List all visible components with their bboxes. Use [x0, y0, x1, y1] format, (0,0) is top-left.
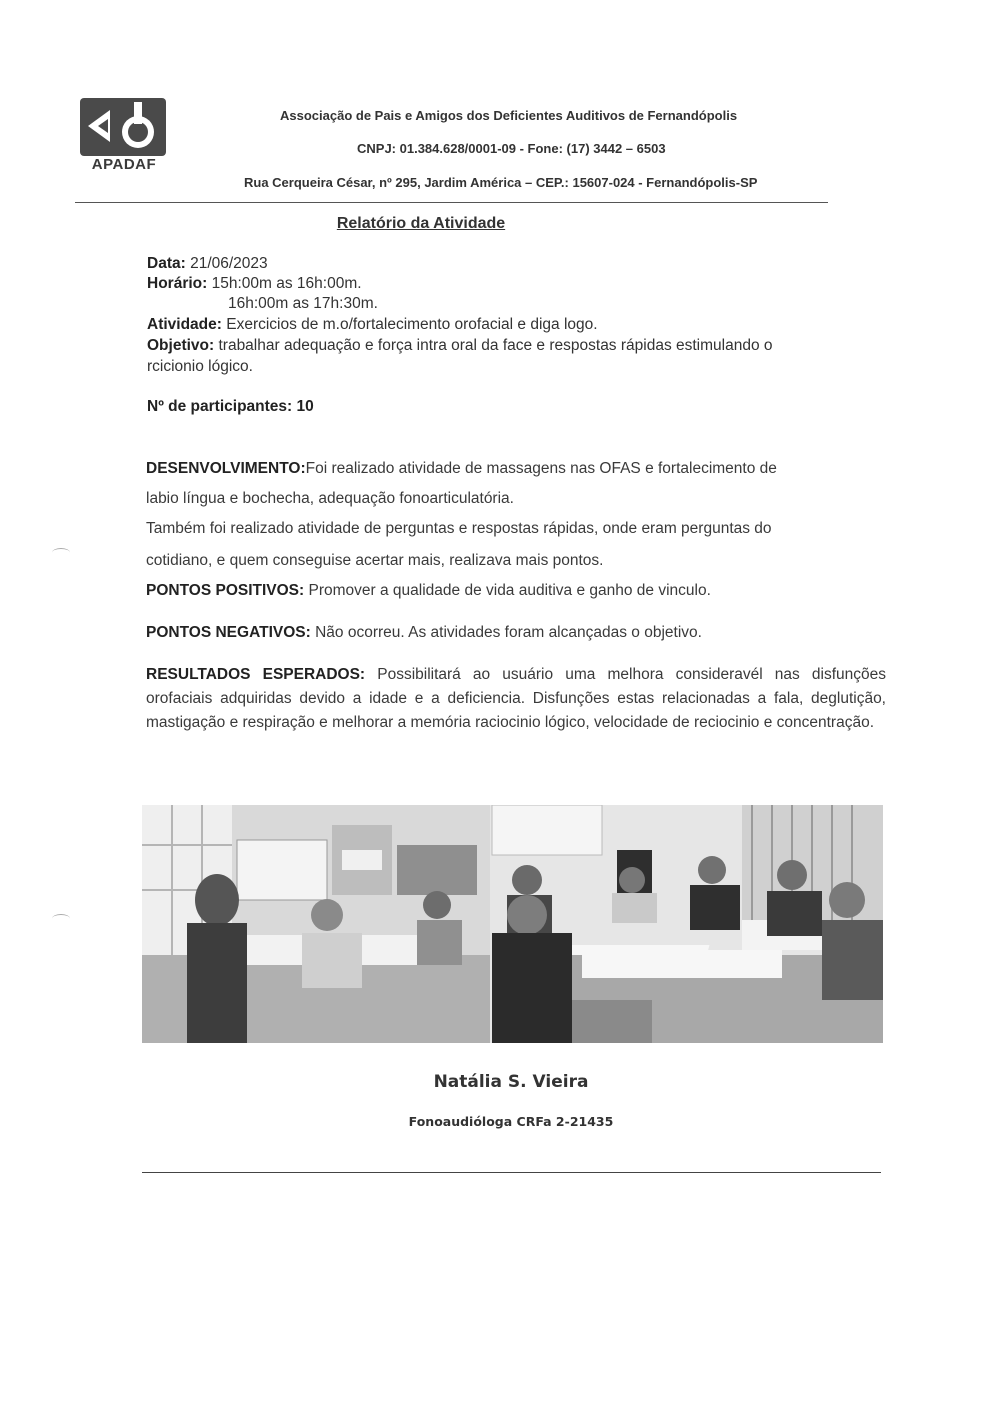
desenvolvimento-text-1: Foi realizado atividade de massagens nas OFAS e fortalecimento de [305, 460, 777, 477]
resultados-value: Possibilitará ao usuário uma melhora consideravél nas disfunções orofaciais adquiridas devido a idade e a deficiencia. Disfunções estas relacionadas a fala, deglutição, mastigação e respiração e melhorar a memória raciocinio lógico, velocidade de reciocinio e concentração. [146, 666, 887, 731]
field-data [147, 255, 268, 273]
field-horario-label: Horário: [147, 275, 208, 292]
resultados-esperados [146, 663, 886, 735]
activity-photo [142, 805, 883, 1043]
desenvolvimento-line-2: labio língua e bochecha, adequação fonoarticulatória. [146, 490, 514, 507]
field-horario [147, 275, 362, 293]
logo-label: APADAF [91, 156, 157, 173]
scan-mark [52, 548, 70, 557]
field-objetivo-value: trabalhar adequação e força intra oral da face e respostas rápidas estimulando o [214, 337, 773, 354]
desenvolvimento-line-1 [146, 460, 777, 478]
desenvolvimento-label: DESENVOLVIMENTO: [146, 460, 306, 477]
field-objetivo-label: Objetivo: [147, 337, 215, 354]
field-data-value: 21/06/2023 [185, 255, 268, 272]
field-horario-value-2: 16h:00m as 17h:30m. [228, 295, 378, 312]
address-line: Rua Cerqueira César, nº 295, Jardim América – CEP.: 15607-024 - Fernandópolis-SP [244, 175, 758, 190]
pontos-negativos-label: PONTOS NEGATIVOS: [146, 624, 311, 641]
pontos-positivos-label: PONTOS POSITIVOS: [146, 582, 305, 599]
field-atividade [147, 316, 598, 334]
field-objetivo-value-2: rcicionio lógico. [147, 358, 253, 375]
header-divider [75, 202, 828, 203]
cnpj-line: CNPJ: 01.384.628/0001-09 - Fone: (17) 3442 – 6503 [357, 141, 666, 156]
pontos-negativos-value: Não ocorreu. As atividades foram alcançadas o objetivo. [310, 624, 702, 641]
pontos-negativos [146, 624, 702, 642]
signature-role: Fonoaudióloga CRFa 2-21435 [408, 1114, 614, 1129]
report-title: Relatório da Atividade [336, 215, 506, 232]
participants-count: Nº de participantes: 10 [147, 398, 314, 415]
org-name: Associação de Pais e Amigos dos Deficientes Auditivos de Fernandópolis [280, 108, 738, 123]
desenvolvimento-line-4: cotidiano, e quem conseguise acertar mais, realizava mais pontos. [146, 552, 604, 569]
pontos-positivos [146, 582, 711, 600]
signature-name: Natália S. Vieira [433, 1072, 589, 1092]
field-objetivo [147, 337, 773, 355]
apadaf-logo [78, 96, 170, 176]
field-atividade-label: Atividade: [147, 316, 222, 333]
desenvolvimento-line-3: Também foi realizado atividade de perguntas e respostas rápidas, onde eram perguntas do [146, 520, 772, 537]
pontos-positivos-value: Promover a qualidade de vida auditiva e ganho de vinculo. [304, 582, 711, 599]
footer-divider [142, 1172, 881, 1173]
logo-emblem-icon [78, 96, 170, 158]
resultados-label: RESULTADOS ESPERADOS: [146, 666, 366, 683]
field-data-label: Data: [147, 255, 186, 272]
scan-mark [52, 914, 70, 923]
activity-photo-image [142, 805, 883, 1043]
field-horario-value: 15h:00m as 16h:00m. [207, 275, 362, 292]
field-atividade-value: Exercicios de m.o/fortalecimento orofacial e diga logo. [221, 316, 598, 333]
